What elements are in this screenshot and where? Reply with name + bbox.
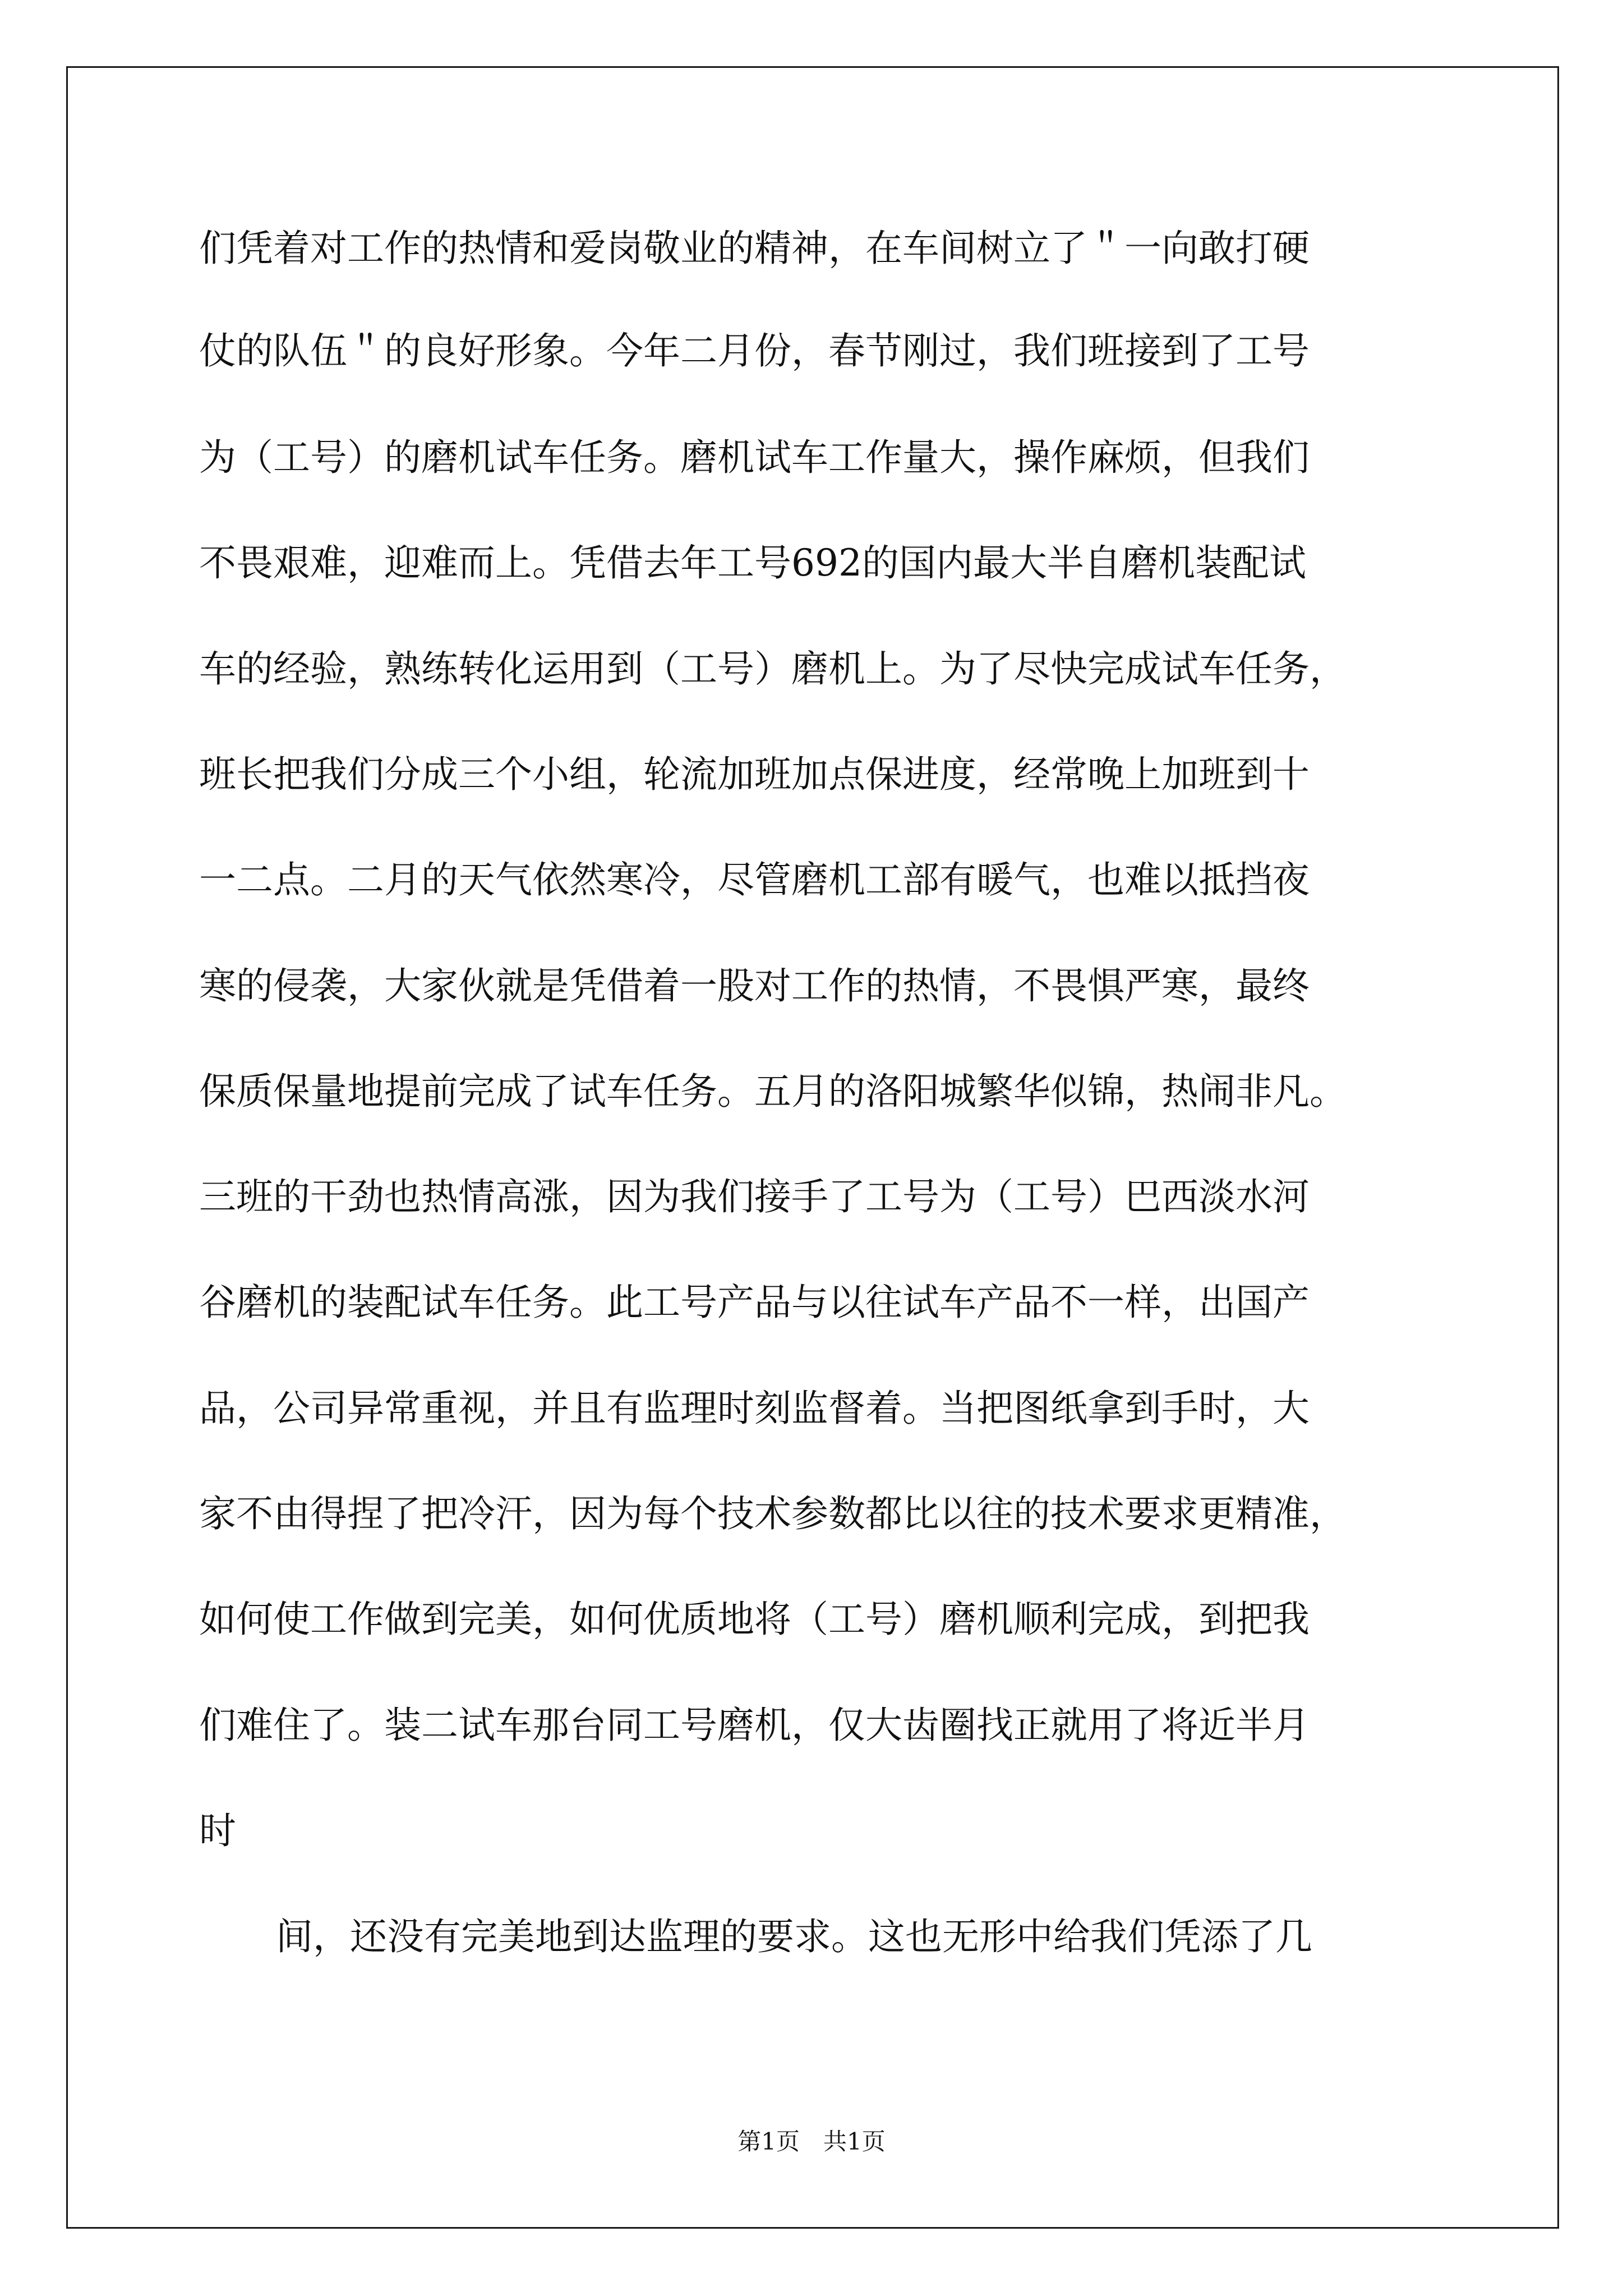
page-border	[66, 66, 1559, 2229]
paragraph-first-line: 间，还没有完美地到达监理的要求。这也无形中给我们凭添了几	[276, 1915, 1312, 1958]
text-line: 时	[199, 1809, 236, 1852]
text-line: 三班的干劲也热情高涨，因为我们接手了工号为（工号）巴西淡水河	[199, 1175, 1310, 1218]
text-line: 一二点。二月的天气依然寒冷，尽管磨机工部有暖气，也难以抵挡夜	[199, 858, 1310, 901]
text-line: 们难住了。装二试车那台同工号磨机，仅大齿圈找正就用了将近半月	[199, 1704, 1310, 1747]
text-line: 们凭着对工作的热情和爱岗敬业的精神，在车间树立了＂一向敢打硬	[199, 227, 1310, 270]
text-line: 班长把我们分成三个小组，轮流加班加点保进度，经常晚上加班到十	[199, 753, 1310, 796]
text-line: 保质保量地提前完成了试车任务。五月的洛阳城繁华似锦，热闹非凡。	[199, 1070, 1347, 1113]
text-line: 仗的队伍＂的良好形象。今年二月份，春节刚过，我们班接到了工号	[199, 329, 1310, 372]
text-line: 寒的侵袭，大家伙就是凭借着一股对工作的热情，不畏惧严寒，最终	[199, 964, 1310, 1007]
text-line: 如何使工作做到完美，如何优质地将（工号）磨机顺利完成，到把我	[199, 1598, 1310, 1641]
text-line: 车的经验，熟练转化运用到（工号）磨机上。为了尽快完成试车任务，	[199, 647, 1347, 691]
text-line: 品，公司异常重视，并且有监理时刻监督着。当把图纸拿到手时，大	[199, 1387, 1310, 1430]
text-line: 不畏艰难，迎难而上。凭借去年工号692的国内最大半自磨机装配试	[199, 541, 1306, 585]
text-line: 为（工号）的磨机试车任务。磨机试车工作量大，操作麻烦，但我们	[199, 436, 1310, 479]
page-footer: 第1页 共1页	[737, 2128, 886, 2155]
text-line: 谷磨机的装配试车任务。此工号产品与以往试车产品不一样，出国产	[199, 1281, 1310, 1324]
text-line: 家不由得捏了把冷汗，因为每个技术参数都比以往的技术要求更精准，	[199, 1492, 1347, 1535]
